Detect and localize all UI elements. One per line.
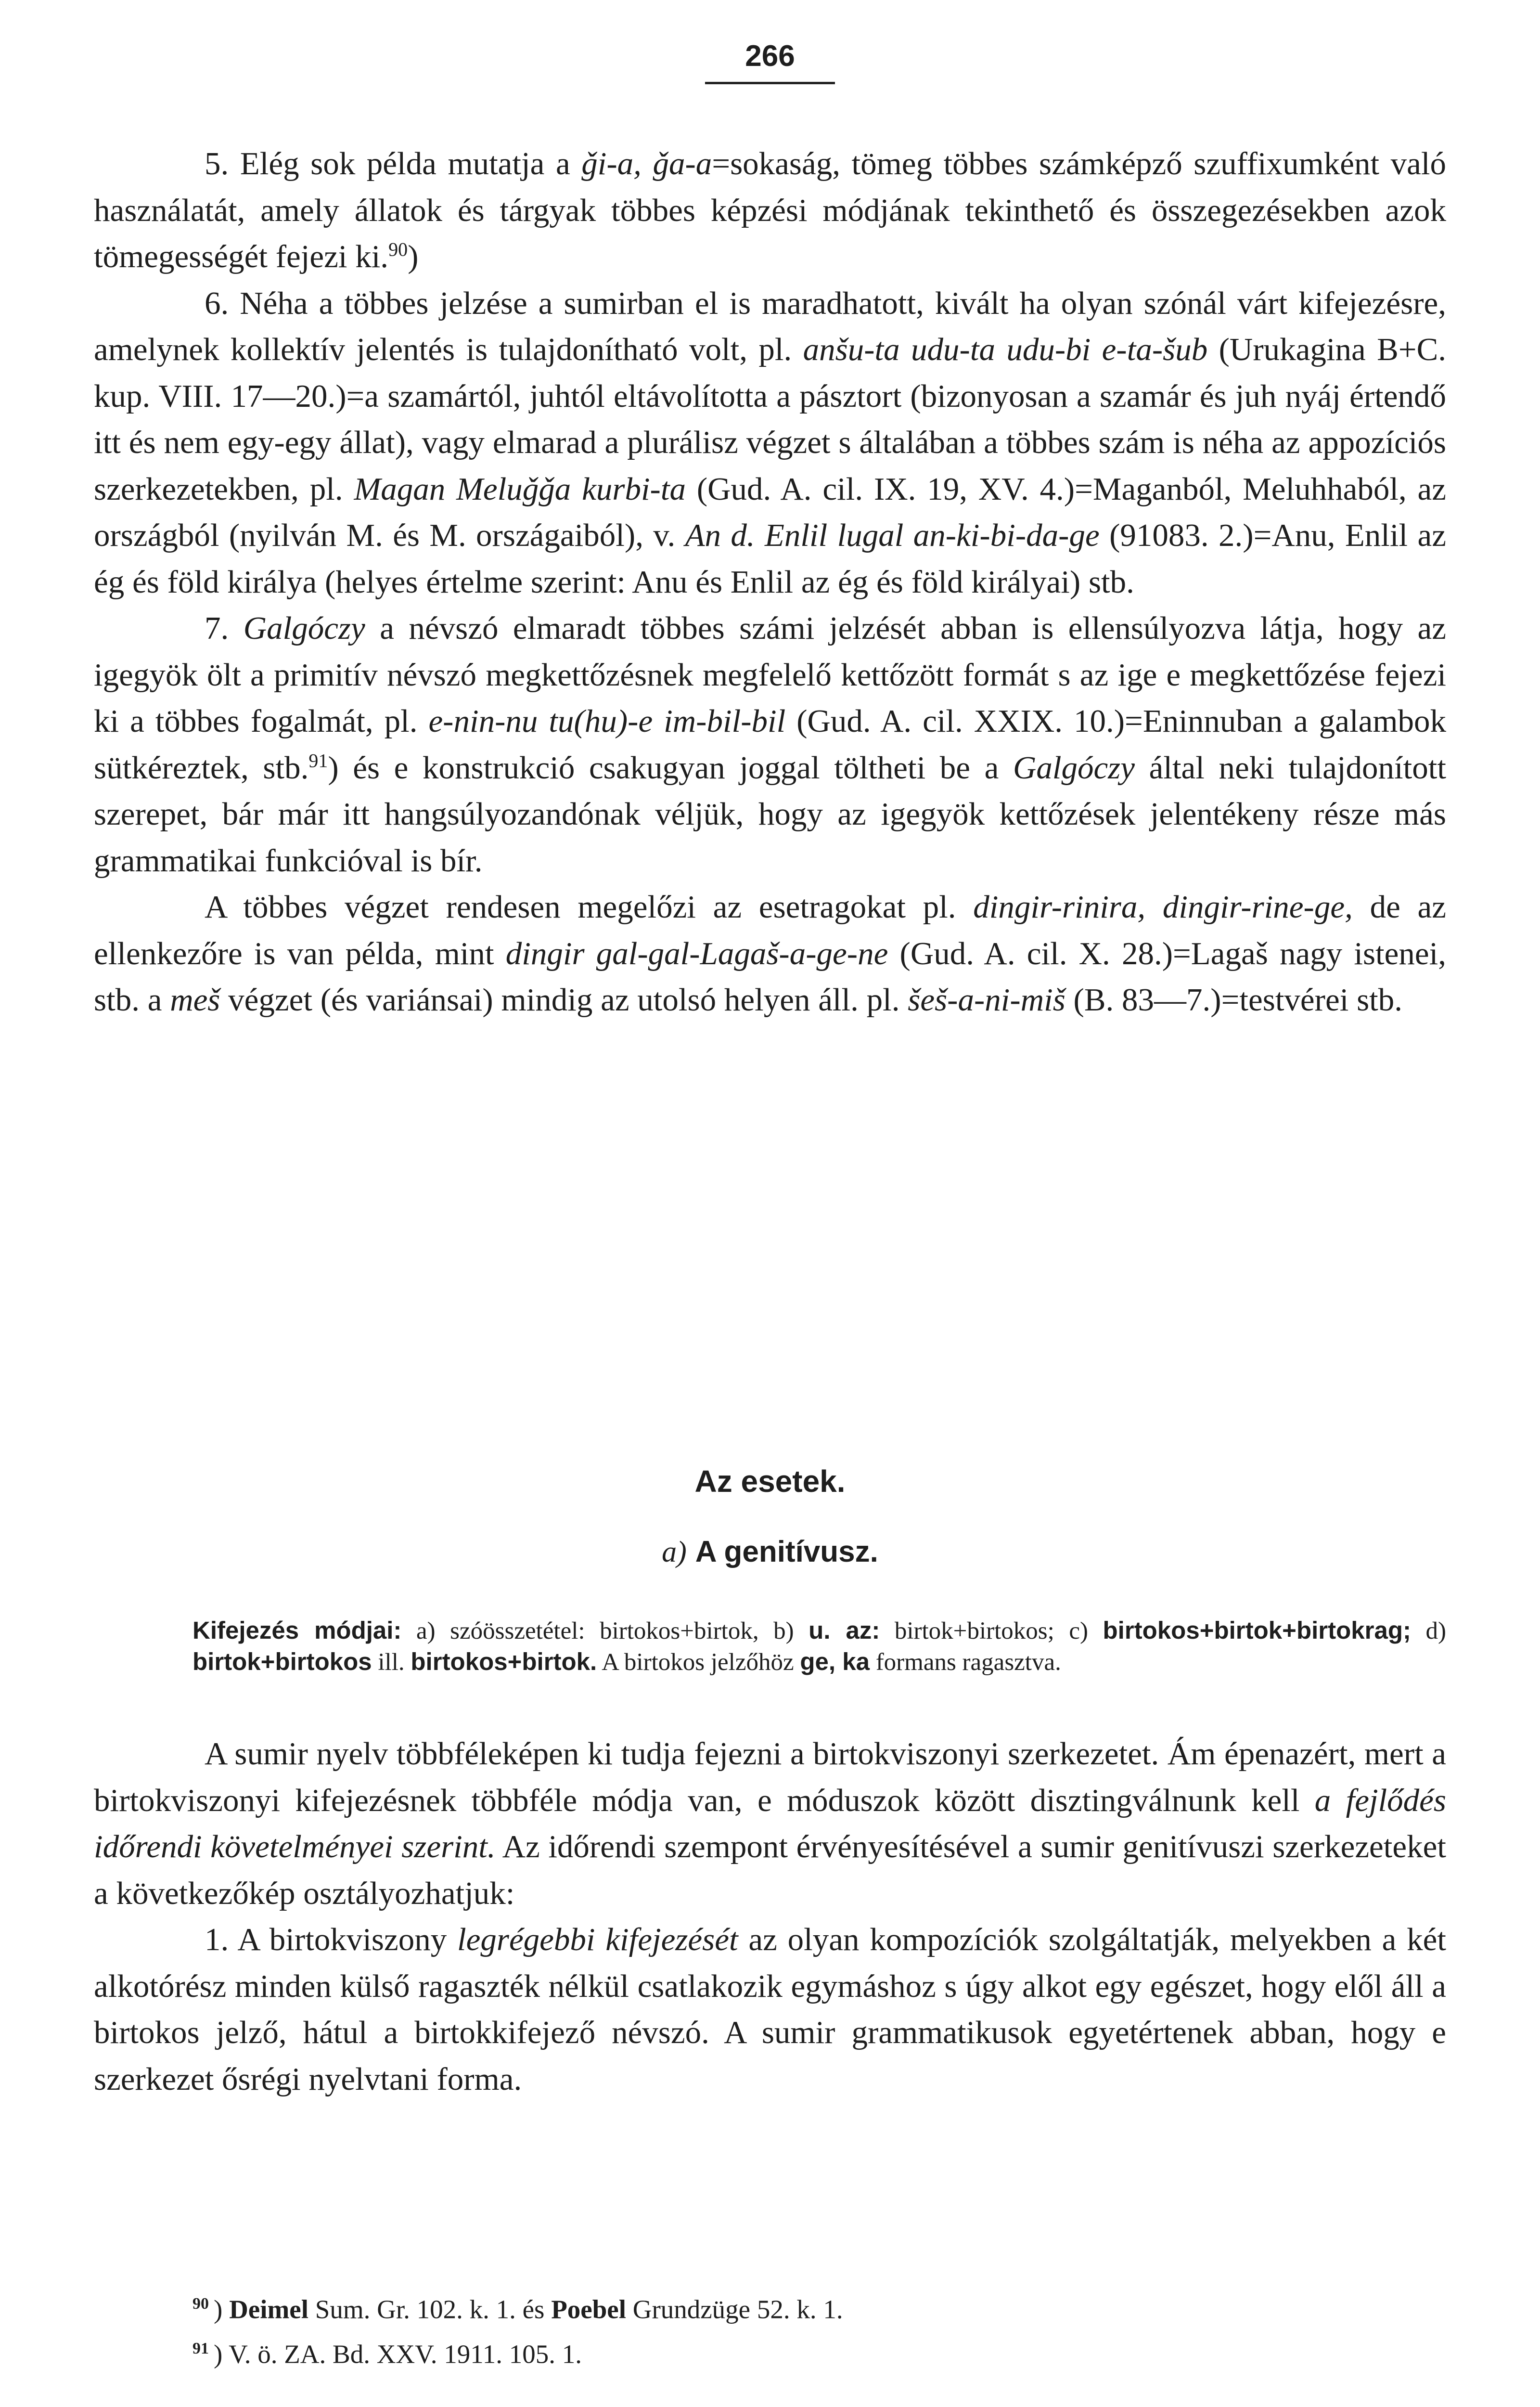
page-number-underline	[705, 82, 835, 84]
footnote-text: V. ö. ZA. Bd. XXV. 1911. 105. 1.	[229, 2339, 582, 2369]
paragraph: 7. Galgóczy a névszó elmaradt többes számi jelzését abban is ellensúlyozva látja, hogy az igegyök ölt a primitív névszó megkettőzésnek megfelelő kettőzött formát s az ige e megkettőzése fejezi ki a többes fogalmát, pl. e-nin-nu tu(hu)-e im-bil-bil (Gud. A. cil. XXIX. 10.)=Eninnuban a galambok sütkéreztek, stb.$^{91}$) és e konstrukció csakugyan joggal töltheti be a Galgóczy által neki tulajdonított szerepet, bár már itt hangsúlyozandónak véljük, hogy az igegyök kettőzések jelentékeny része más grammatikai funkcióval is bír.	[94, 610, 1446, 879]
paragraph: 6. Néha a többes jelzése a sumirban el is maradhatott, kivált ha olyan szónál várt kifejezésre, amelynek kollektív jelentés is tulajdonítható volt, pl. anšu-ta udu-ta udu-bi e-ta-šub (Urukagina B+C. kup. VIII. 17—20.)=a szamártól, juhtól eltávolította a pásztort (bizonyosan a szamár és juh nyáj értendő itt és nem egy-egy állat), vagy elmarad a plurálisz végzet s általában a többes szám is néha az appozíciós szerkezetekben, pl. Magan Meluǧǧa kurbi-ta (Gud. A. cil. IX. 19, XV. 4.)=Maganból, Meluhhaból, az országból (nyilván M. és M. országaiból), v. An d. Enlil lugal an-ki-bi-da-ge (91083. 2.)=Anu, Enlil az ég és föld királya (helyes értelme szerint: Anu és Enlil az ég és föld királyai) stb.	[94, 285, 1447, 600]
body-text-top	[94, 141, 1446, 1023]
footnote-text: Sum. Gr. 102. k. 1. és	[308, 2294, 552, 2324]
expression-modes-note: Kifejezés módjai: a) szóösszetétel: birtokos+birtok, b) u. az: birtok+birtokos; c) birtokos+birtok+birtokrag; d) birtok+birtokos ill. birtokos+birtok. A birtokos jelzőhöz ge, ka formans ragasztva.	[192, 1617, 1447, 1676]
footnote: $^{91}$ ) V. ö. ZA. Bd. XXV. 1911. 105. 1.	[192, 2339, 582, 2369]
footnote-mark: 91	[192, 2340, 209, 2358]
footnotes	[192, 2284, 1396, 2374]
footnote-mark: 90	[192, 2295, 209, 2313]
footnote-text: Grundzüge 52. k. 1.	[626, 2294, 843, 2324]
paragraph: A többes végzet rendesen megelőzi az esetragokat pl. dingir-rinira, dingir-rine-ge, de az ellenkezőre is van példa, mint dingir gal-gal-Lagaš-a-ge-ne (Gud. A. cil. X. 28.)=Lagaš nagy istenei, stb. a meš végzet (és variánsai) mindig az utolsó helyen áll. pl. šeš-a-ni-miš (B. 83—7.)=testvérei stb.	[94, 889, 1447, 1018]
page-number: 266	[745, 39, 795, 73]
footnote-author: Poebel	[551, 2294, 626, 2324]
body-text-bottom	[94, 1731, 1446, 2102]
paragraph: 5. Elég sok példa mutatja a ǧi-a, ǧa-a=sokaság, tömeg többes számképző szuffixumként való használatát, amely állatok és tárgyak többes képzési módjának tekinthető és összegezésekben azok tömegességét fejezi ki.$^{90}$)	[94, 146, 1446, 274]
subsection-heading	[0, 1535, 1540, 1569]
paragraph: 1. A birtokviszony legrégebbi kifejezését az olyan kompozíciók szolgáltatják, melyekben a két alkotórész minden külső ragaszték nélkül csatlakozik egymáshoz s úgy alkot egy egészet, hogy elől áll a birtokos jelző, hátul a birtokkifejező névszó. A sumir grammatikusok egyetértenek abban, hogy e szerkezet ősrégi nyelvtani forma.	[94, 1922, 1447, 2097]
subsection-title: A genitívusz.	[695, 1535, 878, 1568]
footnote: $^{90}$ ) Deimel Sum. Gr. 102. k. 1. és Poebel Grundzüge 52. k. 1.	[192, 2294, 843, 2324]
section-heading: Az esetek.	[694, 1464, 846, 1499]
paragraph: A sumir nyelv többféleképen ki tudja fejezni a birtokviszonyi szerkezetet. Ám épenazért, mert a birtokviszonyi kifejezésnek többféle módja van, e móduszok között disztingválnunk kell a fejlődés időrendi követelményei szerint. Az időrendi szempont érvényesítésével a sumir genitívuszi szerkezeteket a következőkép osztályozhatjuk:	[94, 1736, 1446, 1911]
footnote-author: Deimel	[229, 2294, 308, 2324]
subsection-letter: a)	[662, 1536, 687, 1568]
